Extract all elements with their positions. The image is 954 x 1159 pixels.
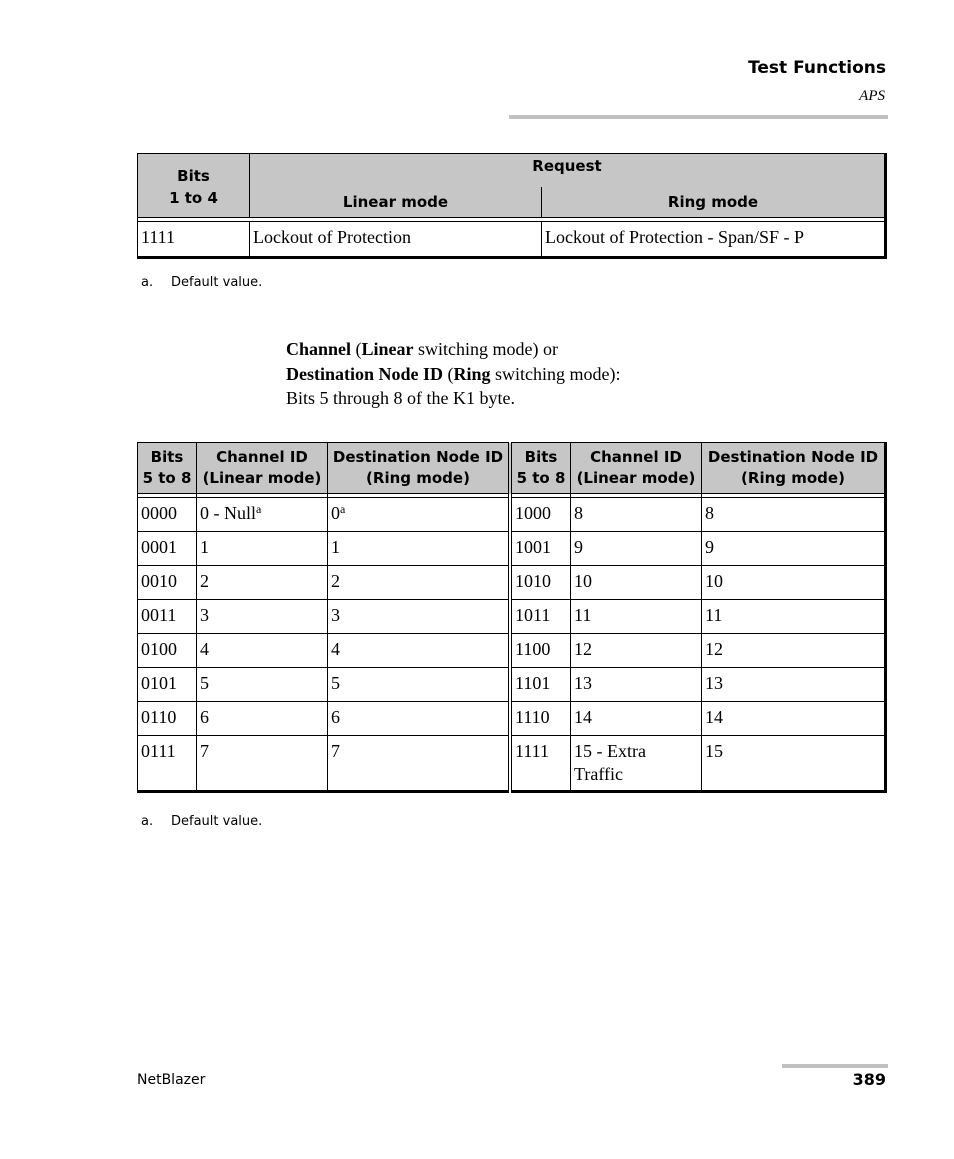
bits-cell: 0001 [138,532,197,566]
header-divider [509,115,888,119]
request-header: Request [250,154,886,188]
ring-cell: Lockout of Protection - Span/SF - P [542,222,886,258]
desc-text: switching mode) or [413,339,559,359]
dest-node-header: Destination Node ID (Ring mode) [702,443,886,494]
bits-cell: 0011 [138,600,197,634]
dest-node-header: Destination Node ID (Ring mode) [328,443,511,494]
dest-cell: 13 [702,668,886,702]
section-title: Test Functions [748,58,886,78]
bits-cell: 0110 [138,702,197,736]
ring-mode-header: Ring mode [542,187,886,218]
field-description [286,337,621,411]
table-row [138,736,886,792]
dest-cell: 7 [328,736,511,792]
channel-term: Channel [286,339,352,359]
product-name: NetBlazer [137,1072,206,1088]
dest-cell: 4 [328,634,511,668]
bits-cell: 0111 [138,736,197,792]
footnote-label: a. [141,275,154,290]
dest-cell: 14 [702,702,886,736]
footnote [141,814,262,829]
bits-cell: 0010 [138,566,197,600]
bits-cell: 1111 [510,736,571,792]
bits-cell: 1101 [510,668,571,702]
dest-cell: 15 [702,736,886,792]
channel-cell: 10 [571,566,702,600]
bits-header: Bits 5 to 8 [510,443,571,494]
linear-cell: Lockout of Protection [250,222,542,258]
channel-cell: 6 [197,702,328,736]
bits-1-4-header: Bits 1 to 4 [138,154,250,218]
dest-cell: 0$^a$ [328,498,511,532]
bits-cell: 1001 [510,532,571,566]
footnote-label: a. [141,814,154,829]
footnote-mark: a [340,502,346,516]
paren: ( [351,339,362,359]
table-row [138,532,886,566]
desc-text: switching mode): [490,363,621,384]
bits-cell: 1011 [510,600,571,634]
dest-cell: 6 [328,702,511,736]
channel-cell: 2 [197,566,328,600]
bits-cell: 1111 [138,222,250,258]
ring-term: Ring [453,363,491,384]
bits-header: Bits 5 to 8 [138,443,197,494]
channel-cell: 7 [197,736,328,792]
channel-cell: 1 [197,532,328,566]
desc-text: Bits 5 through 8 of the K1 byte. [286,388,515,408]
dest-cell: 2 [328,566,511,600]
channel-cell: 0 - Null$^a$ [197,498,328,532]
footnote-text: Default value. [171,275,263,290]
table-row [138,634,886,668]
dest-cell: 8 [702,498,886,532]
table-row [138,702,886,736]
channel-table [137,442,887,793]
channel-id-header: Channel ID (Linear mode) [571,443,702,494]
bits-cell: 0101 [138,668,197,702]
dest-cell: 11 [702,600,886,634]
table-row [138,222,886,258]
dest-cell: 3 [328,600,511,634]
footer-divider [782,1064,888,1068]
channel-cell: 15 - Extra Traffic [571,736,702,792]
footnote-text: Default value. [171,814,263,829]
footnote-mark: a [256,502,262,516]
paren: ( [443,363,454,384]
table-row [138,498,886,532]
table-row [138,566,886,600]
destination-term: Destination Node ID [286,363,444,384]
bits-cell: 0100 [138,634,197,668]
bits-cell: 0000 [138,498,197,532]
bits-cell: 1110 [510,702,571,736]
linear-mode-header: Linear mode [250,187,542,218]
channel-cell: 9 [571,532,702,566]
dest-cell: 5 [328,668,511,702]
table-row [138,668,886,702]
page-number: 389 [852,1070,886,1089]
linear-term: Linear [361,339,414,359]
section-subtitle: APS [859,88,885,104]
channel-cell: 8 [571,498,702,532]
bits-cell: 1010 [510,566,571,600]
dest-cell: 1 [328,532,511,566]
channel-cell: 11 [571,600,702,634]
footnote [141,275,262,290]
channel-id-header: Channel ID (Linear mode) [197,443,328,494]
channel-cell: 13 [571,668,702,702]
dest-cell: 12 [702,634,886,668]
channel-cell: 5 [197,668,328,702]
channel-cell: 14 [571,702,702,736]
request-table [137,153,887,259]
dest-cell: 9 [702,532,886,566]
channel-cell: 3 [197,600,328,634]
dest-cell: 10 [702,566,886,600]
channel-cell: 4 [197,634,328,668]
bits-cell: 1000 [510,498,571,532]
channel-cell: 12 [571,634,702,668]
table-row [138,600,886,634]
bits-cell: 1100 [510,634,571,668]
